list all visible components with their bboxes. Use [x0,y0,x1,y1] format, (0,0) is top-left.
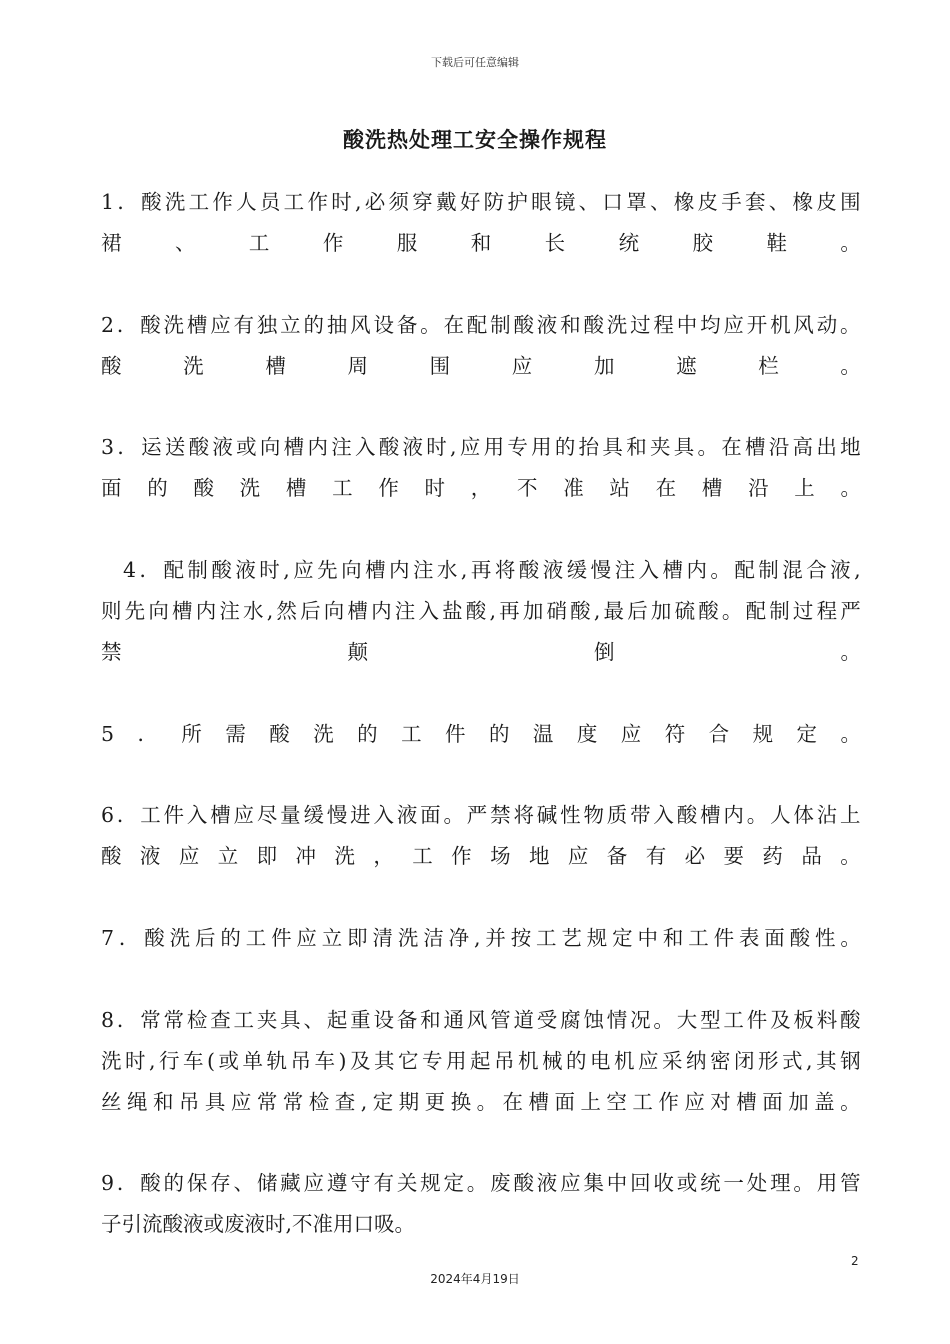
text-line: 6 ． 工 件 入 槽 应 尽 量 缓 慢 进 入 液 面 。 严 禁 将 碱 性 物 质 带 入 酸 槽 内 。 人 体 沾 上 [101,803,861,827]
text-line: 8 ． 常 常 检 查 工 夹 具 、 起 重 设 备 和 通 风 管 道 受 腐 蚀 情 况 。 大 型 工 件 及 板 料 酸 [101,1008,861,1032]
text-line: 9 ． 酸 的 保 存 、 储 藏 应 遵 守 有 关 规 定 。 废 酸 液 应 集 中 回 收 或 统 一 处 理 。 用 管 [101,1171,861,1195]
paragraph [101,182,861,264]
paragraph [101,1163,861,1245]
paragraph [101,305,861,387]
text-line: 酸 洗 槽 周 围 应 加 遮 栏 。 [101,354,861,378]
page-number: 2 [851,1254,859,1268]
text-line: 子引流酸液或废液时,不准用口吸。 [101,1212,416,1236]
text-line: 4 ． 配 制 酸 液 时 , 应 先 向 槽 内 注 水 , 再 将 酸 液 缓 慢 注 入 槽 内 。 配 制 混 合 液 , [123,558,861,582]
paragraph [101,795,861,877]
paragraph [101,1000,861,1123]
text-line: 2 ． 酸 洗 槽 应 有 独 立 的 抽 风 设 备 。 在 配 制 酸 液 和 酸 洗 过 程 中 均 应 开 机 风 动 。 [101,313,861,337]
text-line: 洗 时 , 行 车 ( 或 单 轨 吊 车 ) 及 其 它 专 用 起 吊 机 械 的 电 机 应 采 纳 密 闭 形 式 , 其 钢 [101,1049,861,1073]
text-line: 面 的 酸 洗 槽 工 作 时 ， 不 准 站 在 槽 沿 上 。 [101,476,861,500]
text-line: 7 ． 酸 洗 后 的 工 件 应 立 即 清 洗 洁 净 , 并 按 工 艺 规 定 中 和 工 件 表 面 酸 性 。 [101,926,861,950]
page-header: 下载后可任意编辑 [431,56,519,69]
text-line: 酸 液 应 立 即 冲 洗 ， 工 作 场 地 应 备 有 必 要 药 品 。 [101,844,861,868]
text-line: 丝 绳 和 吊 具 应 常 常 检 查 , 定 期 更 换 。 在 槽 面 上 空 工 作 应 对 槽 面 加 盖 。 [101,1090,861,1114]
paragraph [101,550,861,673]
text-line: 5 ． 所 需 酸 洗 的 工 件 的 温 度 应 符 合 规 定 。 [101,722,861,746]
paragraph [101,918,861,959]
text-line: 禁 颠 倒 。 [101,640,861,664]
paragraph [101,714,861,755]
paragraph [101,427,861,509]
text-line: 则 先 向 槽 内 注 水 , 然 后 向 槽 内 注 入 盐 酸 , 再 加 硝 酸 , 最 后 加 硫 酸 。 配 制 过 程 严 [101,599,861,623]
text-line: 1 ． 酸 洗 工 作 人 员 工 作 时 , 必 须 穿 戴 好 防 护 眼 镜 、 口 罩 、 橡 皮 手 套 、 橡 皮 围 [101,190,861,214]
text-line: 3 ． 运 送 酸 液 或 向 槽 内 注 入 酸 液 时 , 应 用 专 用 的 抬 具 和 夹 具 。 在 槽 沿 高 出 地 [101,435,861,459]
page-footer-date: 2024年4月19日 [430,1272,520,1286]
text-line: 裙 、 工 作 服 和 长 统 胶 鞋 。 [101,231,861,255]
document-title: 酸洗热处理工安全操作规程 [343,127,607,152]
